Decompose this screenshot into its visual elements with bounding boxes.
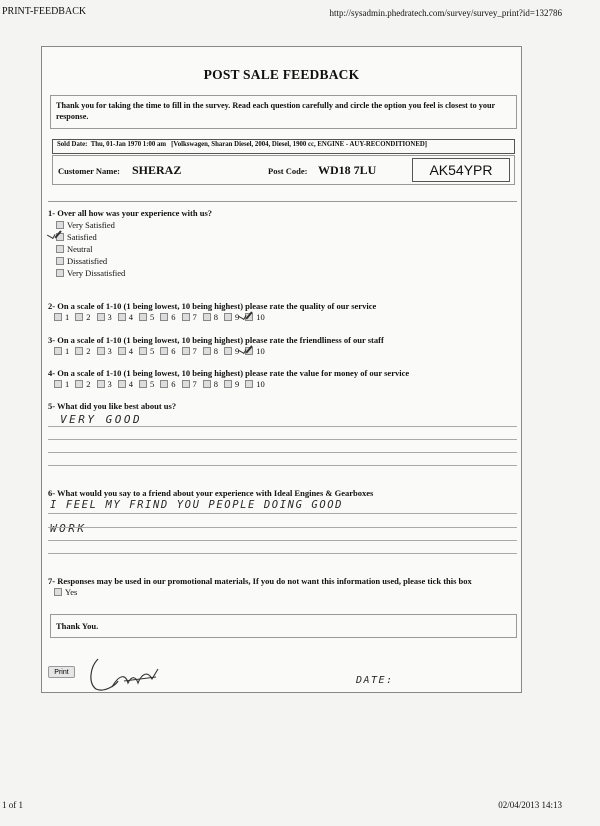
checkbox-icon[interactable] [54, 313, 62, 321]
vehicle-details: [Volkswagen, Sharan Diesel, 2004, Diesel, 1900 cc, ENGINE - AUY-RECONDITIONED] [171, 141, 428, 148]
checkbox-icon[interactable] [56, 221, 64, 229]
q2-option-6[interactable]: 6 [160, 312, 175, 322]
question-1: 1- Over all how was your experience with us? [48, 208, 213, 218]
checkbox-icon[interactable] [160, 313, 168, 321]
checkbox-icon[interactable] [182, 313, 190, 321]
q1-option-dissatisfied[interactable]: Dissatisfied [56, 255, 125, 267]
answer-line [48, 426, 517, 427]
answer-line [48, 553, 517, 554]
feedback-form [41, 46, 522, 693]
handwritten-tick-mark [243, 345, 255, 354]
question-5: 5- What did you like best about us? [48, 401, 177, 411]
handwritten-tick-mark [243, 311, 255, 320]
thank-you-box: Thank You. [50, 614, 517, 638]
form-title: POST SALE FEEDBACK [203, 67, 360, 82]
checkbox-icon[interactable] [224, 380, 232, 388]
answer-line [48, 527, 517, 528]
customer-name-value: SHERAZ [132, 163, 182, 177]
checkbox-icon[interactable] [245, 380, 253, 388]
q3-option-1[interactable]: 1 [54, 346, 69, 356]
question-6: 6- What would you say to a friend about your experience with Ideal Engines & Gearboxes [48, 488, 374, 498]
q4-option-4[interactable]: 4 [118, 379, 133, 389]
q4-option-2[interactable]: 2 [75, 379, 90, 389]
page-count: 1 of 1 [2, 800, 23, 810]
q1-option-satisfied[interactable]: Satisfied [56, 231, 125, 243]
q1-option-very-dissatisfied[interactable]: Very Dissatisfied [56, 267, 125, 279]
q1-option-very-satisfied[interactable]: Very Satisfied [56, 219, 125, 231]
q3-option-8[interactable]: 8 [203, 346, 218, 356]
q6-handwritten-answer-line-2: WORK [50, 522, 87, 535]
checkbox-icon[interactable] [203, 380, 211, 388]
checkbox-icon[interactable] [139, 380, 147, 388]
checkbox-icon[interactable] [118, 380, 126, 388]
q5-handwritten-answer: VERY GOOD [60, 413, 143, 426]
q4-option-10[interactable]: 10 [245, 379, 265, 389]
checkbox-icon[interactable] [139, 313, 147, 321]
checkbox-icon[interactable] [139, 347, 147, 355]
checkbox-icon[interactable] [97, 380, 105, 388]
signature-scribble [86, 653, 166, 693]
checkbox-icon[interactable] [97, 347, 105, 355]
checkbox-icon[interactable] [56, 269, 64, 277]
checkbox-icon[interactable] [56, 245, 64, 253]
question-4: 4- On a scale of 1-10 (1 being lowest, 10 being highest) please rate the value for money of our service [48, 368, 410, 378]
handwritten-tick-mark [52, 230, 64, 239]
q3-option-7[interactable]: 7 [182, 346, 197, 356]
checkbox-icon[interactable] [118, 313, 126, 321]
q4-option-7[interactable]: 7 [182, 379, 197, 389]
q3-option-2[interactable]: 2 [75, 346, 90, 356]
q2-option-8[interactable]: 8 [203, 312, 218, 322]
answer-line [48, 465, 517, 466]
q4-option-5[interactable]: 5 [139, 379, 154, 389]
checkbox-icon[interactable] [182, 347, 190, 355]
answer-line [48, 513, 517, 514]
q4-option-3[interactable]: 3 [97, 379, 112, 389]
checkbox-icon[interactable] [203, 313, 211, 321]
q4-option-1[interactable]: 1 [54, 379, 69, 389]
answer-line [48, 540, 517, 541]
q2-option-9[interactable]: 9 [224, 312, 239, 322]
registration-box: AK54YPR [412, 158, 510, 182]
checkbox-icon[interactable] [54, 588, 62, 596]
q1-options [56, 219, 125, 279]
post-code-label: Post Code: [268, 166, 308, 176]
checkbox-icon[interactable] [54, 347, 62, 355]
q3-option-3[interactable]: 3 [97, 346, 112, 356]
q2-option-1[interactable]: 1 [54, 312, 69, 322]
sold-date-row [52, 139, 515, 154]
intro-text: Thank you for taking the time to fill in the survey. Read each question carefully and circle the option you feel is closest to your response. [50, 95, 517, 129]
checkbox-icon[interactable] [160, 380, 168, 388]
customer-name-label: Customer Name: [58, 166, 120, 176]
q4-option-9[interactable]: 9 [224, 379, 239, 389]
q3-option-6[interactable]: 6 [160, 346, 175, 356]
q2-option-3[interactable]: 3 [97, 312, 112, 322]
q2-option-4[interactable]: 4 [118, 312, 133, 322]
q2-option-5[interactable]: 5 [139, 312, 154, 322]
checkbox-icon[interactable] [75, 347, 83, 355]
checkbox-icon[interactable] [75, 380, 83, 388]
answer-line [48, 452, 517, 453]
browser-page-title: PRINT-FEEDBACK [2, 6, 87, 17]
q1-option-neutral[interactable]: Neutral [56, 243, 125, 255]
checkbox-icon[interactable] [56, 257, 64, 265]
print-datetime: 02/04/2013 14:13 [498, 800, 562, 810]
sold-date-value: Thu, 01-Jan 1970 1:00 am [90, 141, 167, 148]
q3-option-5[interactable]: 5 [139, 346, 154, 356]
q6-handwritten-answer-line-1: I FEEL MY FRIND YOU PEOPLE DOING GOOD [50, 499, 344, 511]
checkbox-icon[interactable] [224, 347, 232, 355]
q3-option-10[interactable]: 10 [245, 346, 265, 356]
print-button[interactable]: Print [48, 666, 75, 678]
checkbox-icon[interactable] [54, 380, 62, 388]
checkbox-icon[interactable] [203, 347, 211, 355]
q2-option-10[interactable]: 10 [245, 312, 265, 322]
answer-line [48, 439, 517, 440]
q3-option-4[interactable]: 4 [118, 346, 133, 356]
question-2: 2- On a scale of 1-10 (1 being lowest, 10 being highest) please rate the quality of our service [48, 301, 377, 311]
q3-option-9[interactable]: 9 [224, 346, 239, 356]
sold-date-label: Sold Date: [57, 141, 88, 148]
q2-option-7[interactable]: 7 [182, 312, 197, 322]
question-3: 3- On a scale of 1-10 (1 being lowest, 10 being highest) please rate the friendliness of our staff [48, 335, 384, 345]
post-code-value: WD18 7LU [318, 163, 377, 177]
section-divider [48, 201, 517, 202]
checkbox-icon[interactable] [160, 347, 168, 355]
checkbox-icon[interactable] [97, 313, 105, 321]
q4-scale [54, 379, 271, 389]
q7-option-yes[interactable]: Yes [54, 586, 77, 598]
checkbox-icon[interactable] [75, 313, 83, 321]
q4-option-6[interactable]: 6 [160, 379, 175, 389]
customer-row [52, 155, 515, 185]
question-7: 7- Responses may be used in our promotional materials, If you do not want this information used, please tick this box [48, 576, 472, 586]
checkbox-icon[interactable] [182, 380, 190, 388]
date-handwritten: DATE: [356, 675, 394, 686]
q2-option-2[interactable]: 2 [75, 312, 90, 322]
checkbox-icon[interactable] [118, 347, 126, 355]
browser-url: http://sysadmin.phedratech.com/survey/survey_print?id=132786 [329, 8, 562, 18]
q7-options [54, 586, 77, 598]
checkbox-icon[interactable] [224, 313, 232, 321]
q4-option-8[interactable]: 8 [203, 379, 218, 389]
